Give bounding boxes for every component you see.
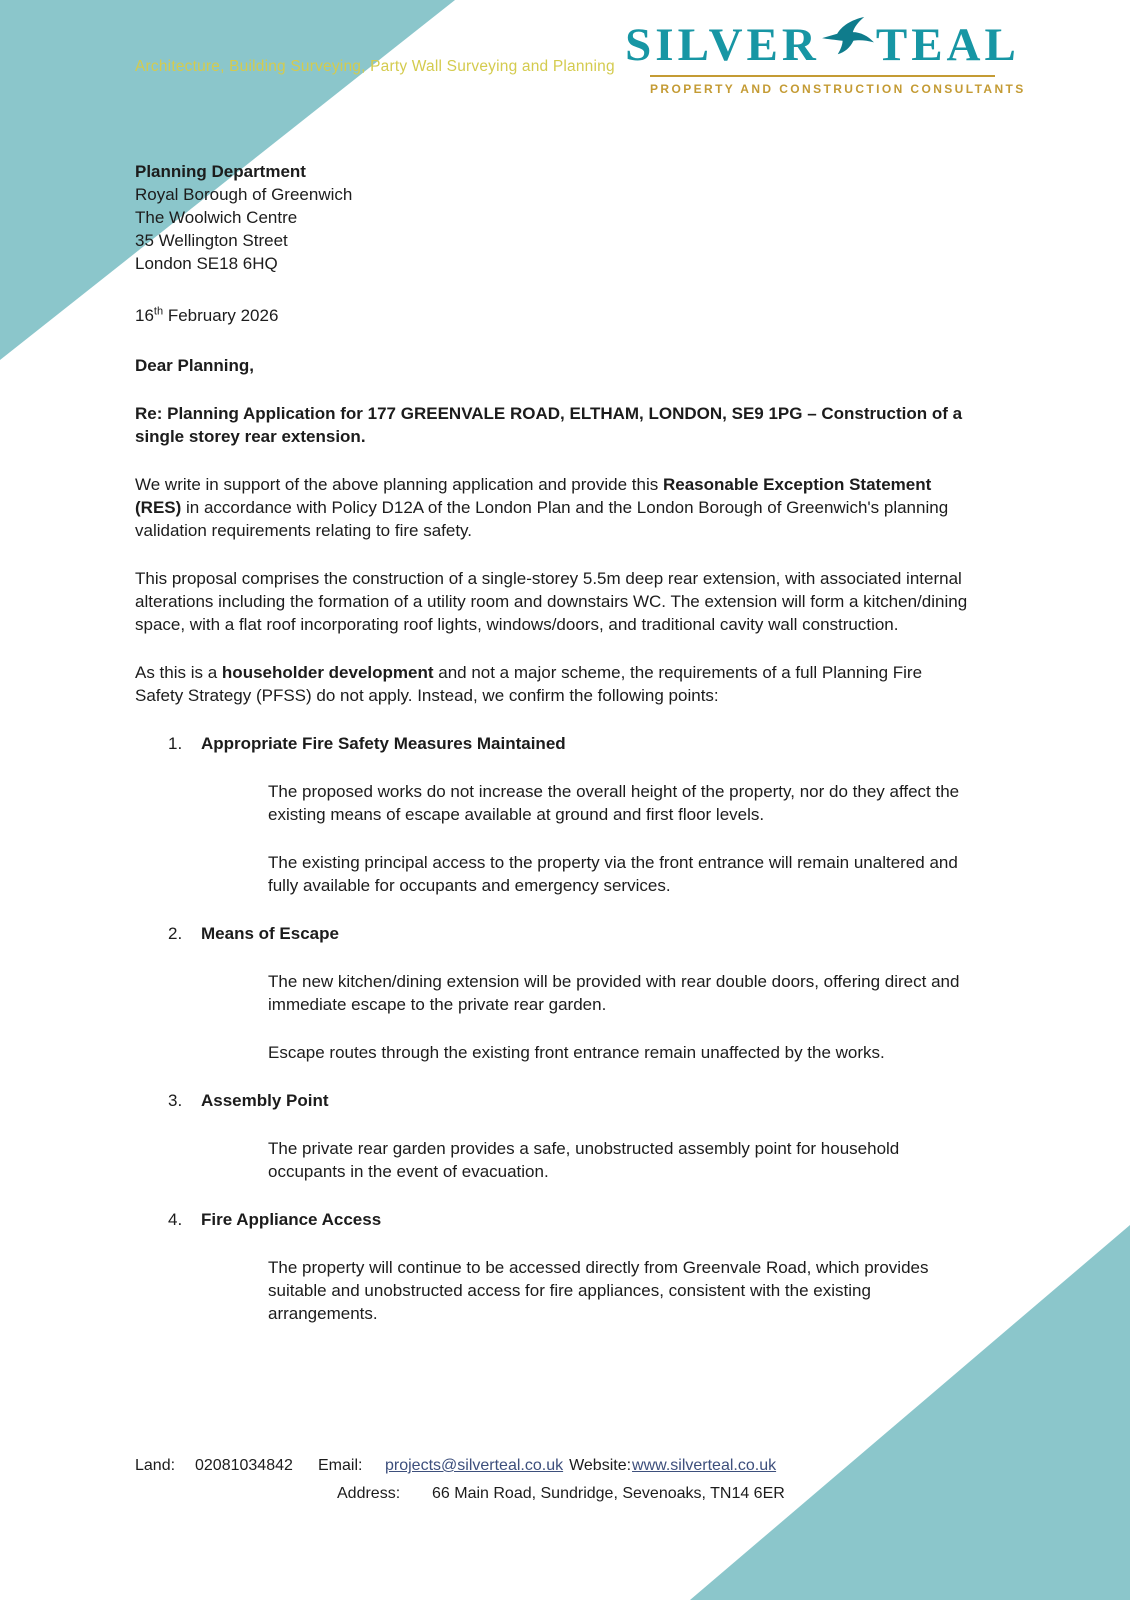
salutation: Dear Planning, [135,356,255,375]
logo-text-teal: TEAL [875,19,1020,71]
list-item-4-heading [135,1208,973,1231]
list-item-4-number: 4. [168,1210,183,1229]
recipient-street: 35 Wellington Street [135,231,288,250]
footer-line-1 [135,1452,1035,1480]
logo-wordmark [625,19,1020,71]
website-link[interactable]: www.silverteal.co.uk [632,1457,777,1474]
phone-number: 02081034842 [195,1457,293,1474]
date-rest: February 2026 [163,306,279,325]
list-item-2 [135,922,973,1064]
footer-contact-block [135,1452,1035,1508]
list-item-4-paragraph: The property will continue to be accessed directly from Greenvale Road, which provides suitable and unobstructed access for fire appliances, consistent with the existing arrangements. [268,1258,929,1323]
date-ordinal: th [153,305,164,318]
list-item-1-heading [135,732,973,755]
list-item-2-title: Means of Escape [201,924,339,943]
paragraph-2: This proposal comprises the construction of a single-storey 5.5m deep rear extension, with associated internal alterations including the formation of a utility room and downstairs WC. The extension will form a kitchen/dining space, with a flat roof incorporating roof lights, windows/doors, and traditional cavity wall construction. [135,569,968,634]
recipient-department: Planning Department [135,162,306,181]
list-item-1-paragraph: The existing principal access to the property via the front entrance will remain unaltered and fully available for occupants and emergency services. [268,853,958,895]
list-item-2-heading [135,922,973,945]
paragraph-3 [135,661,973,707]
list-item-3-number: 3. [168,1091,183,1110]
list-item-3 [135,1089,973,1183]
list-item-1-number: 1. [168,734,183,753]
paragraph-3-text: As this is a [135,663,222,682]
date-day: 16 [135,306,154,325]
email-link[interactable]: projects@silverteal.co.uk [385,1457,564,1474]
list-item-2-paragraph: Escape routes through the existing front entrance remain unaffected by the works. [268,1043,885,1062]
recipient-city: London SE18 6HQ [135,254,278,273]
list-item-4 [135,1208,973,1325]
website-label: Website: [569,1457,632,1474]
paragraph-1-text: in accordance with Policy D12A of the London Plan and the London Borough of Greenwich's planning validation requirements relating to fire safety. [135,498,949,540]
address-value: 66 Main Road, Sundridge, Sevenoaks, TN14 6ER [432,1485,785,1502]
footer-line-2 [135,1480,1035,1508]
email-label: Email: [318,1457,363,1474]
paragraph-1-text: We write in support of the above planning application and provide this [135,475,663,494]
recipient-building: The Woolwich Centre [135,208,298,227]
list-item-2-number: 2. [168,924,183,943]
list-item-1 [135,732,973,897]
recipient-address-block [135,160,973,275]
company-logo [625,19,1026,96]
list-item-3-heading [135,1089,973,1112]
teal-bird-icon [821,14,875,60]
list-item-1-paragraph: The proposed works do not increase the overall height of the property, nor do they affect the existing means of escape available at ground and first floor levels. [268,782,960,824]
paragraph-1 [135,473,973,542]
list-item-1-title: Appropriate Fire Safety Measures Maintained [201,734,566,753]
logo-text-silver: SILVER [625,19,820,71]
company-tagline: Architecture, Building Surveying, Party Wall Surveying and Planning [135,58,615,75]
letter-date [135,304,973,327]
phone-label: Land: [135,1457,176,1474]
address-label: Address: [337,1485,401,1502]
subject-line: Re: Planning Application for 177 GREENVALE ROAD, ELTHAM, LONDON, SE9 1PG – Construction of a single storey rear extension. [135,404,963,446]
paragraph-1-bold: Reasonable Exception Statement (RES) [135,475,932,517]
paragraph-3-text: and not a major scheme, the requirements of a full Planning Fire Safety Strategy (PFSS) do not apply. Instead, we confirm the following points: [135,663,923,705]
recipient-organisation: Royal Borough of Greenwich [135,185,353,204]
paragraph-3-bold: householder development [221,663,434,682]
list-item-2-paragraph: The new kitchen/dining extension will be provided with rear double doors, offering direct and immediate escape to the private rear garden. [268,972,960,1014]
list-item-3-title: Assembly Point [201,1091,329,1110]
logo-subtitle: PROPERTY AND CONSTRUCTION CONSULTANTS [650,75,995,96]
list-item-4-title: Fire Appliance Access [201,1210,382,1229]
letter-body [135,160,973,1325]
list-item-3-paragraph: The private rear garden provides a safe, unobstructed assembly point for household occupants in the event of evacuation. [268,1139,900,1181]
